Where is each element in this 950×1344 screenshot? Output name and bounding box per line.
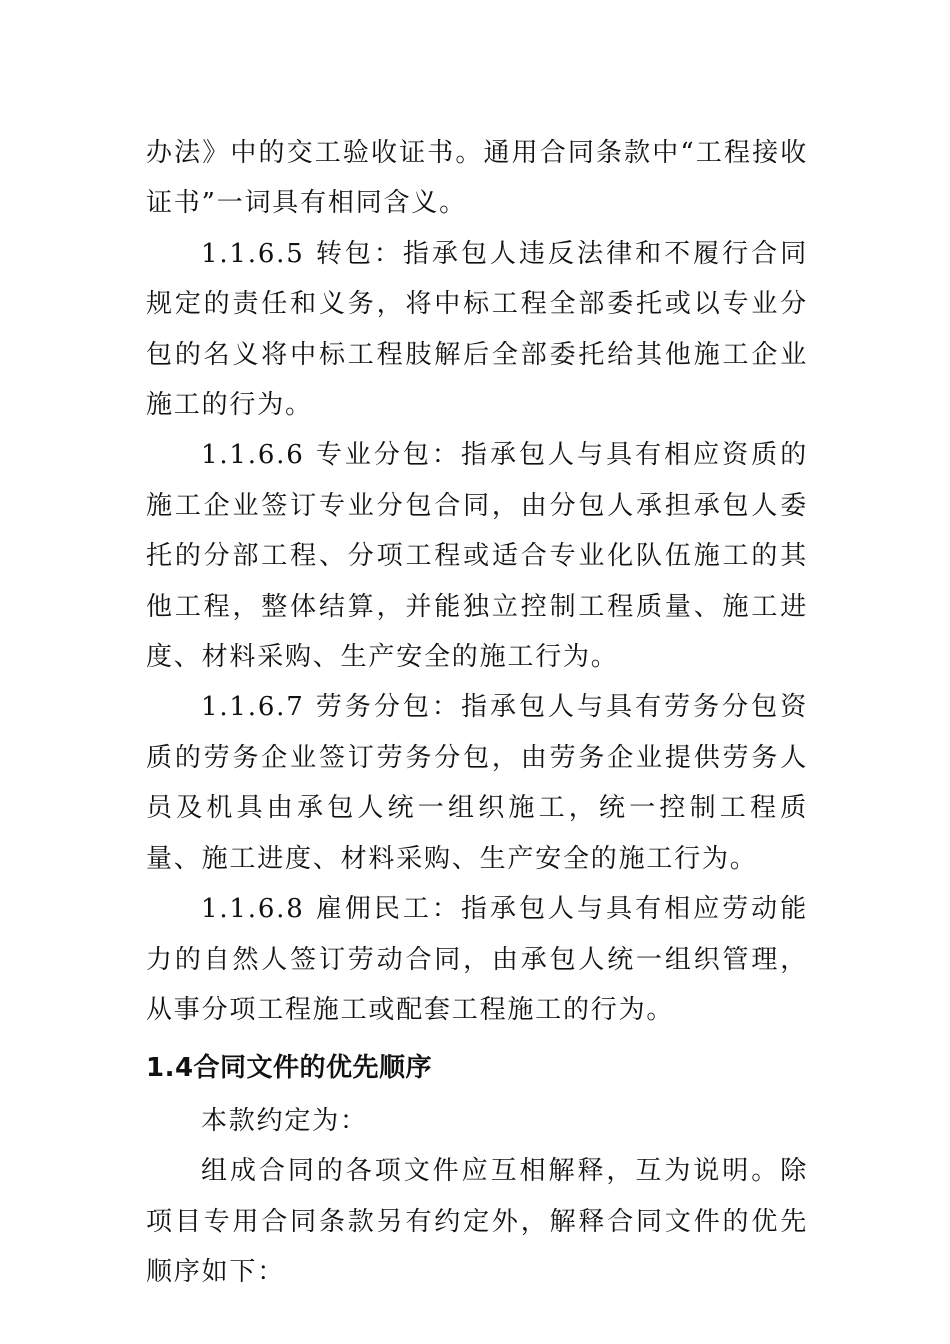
- paragraph-1-1-6-7-labor-subcontract: 1.1.6.7 劳务分包：指承包人与具有劳务分包资质的劳务企业签订劳务分包，由劳务企业提供劳务人员及机具由承包人统一组织施工，统一控制工程质量、施工进度、材料采购、生产安全的施工行为。: [146, 692, 808, 874]
- section-heading-1-4: 1.4合同文件的优先顺序: [146, 1053, 433, 1084]
- paragraph-1-1-6-8-hired-workers: 1.1.6.8 雇佣民工：指承包人与具有相应劳动能力的自然人签订劳动合同，由承包人统一组织管理，从事分项工程施工或配套工程施工的行为。: [146, 894, 808, 1025]
- paragraph-1-1-6-5-subcontracting-transfer: 1.1.6.5 转包：指承包人违反法律和不履行合同规定的责任和义务，将中标工程全部委托或以专业分包的名义将中标工程肢解后全部委托给其他施工企业施工的行为。: [146, 238, 808, 421]
- document-body: [146, 128, 808, 1297]
- paragraph-continuation: 办法》中的交工验收证书。通用合同条款中“工程接收证书”一词具有相同含义。: [146, 138, 808, 219]
- paragraph-agreed: 本款约定为：: [201, 1105, 368, 1136]
- paragraph-priority-order: 组成合同的各项文件应互相解释，互为说明。除项目专用合同条款另有约定外，解释合同文件的优先顺序如下：: [146, 1156, 808, 1287]
- paragraph-1-1-6-6-professional-subcontract: 1.1.6.6 专业分包：指承包人与具有相应资质的施工企业签订专业分包合同，由分包人承担承包人委托的分部工程、分项工程或适合专业化队伍施工的其他工程，整体结算，并能独立控制工程质量、施工进度、材料采购、生产安全的施工行为。: [146, 440, 808, 673]
